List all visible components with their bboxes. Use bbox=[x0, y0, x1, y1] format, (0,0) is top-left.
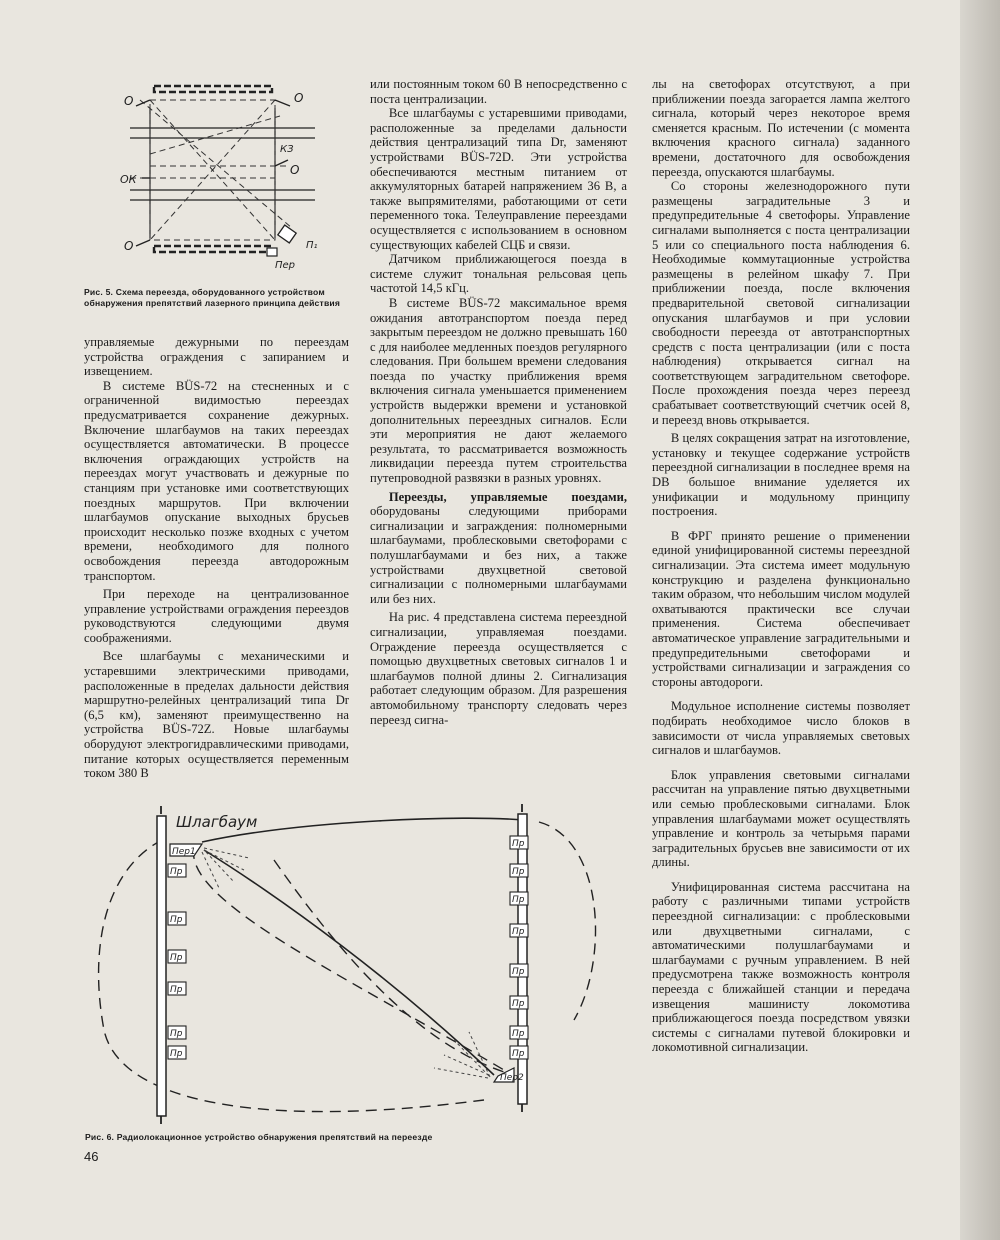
fig6-label-shlagbaum: Шлагбаум bbox=[176, 813, 258, 831]
fig5-label-o-top-left: О bbox=[124, 94, 134, 108]
col2-paragraph: Датчиком приближающегося поезда в системе служит тональная рельсовая цепь частотой 14,5 кГц. bbox=[370, 252, 627, 296]
fig5-label-kz: КЗ bbox=[280, 144, 294, 155]
figure-6-diagram bbox=[84, 800, 624, 1125]
col3-paragraph: Блок управления световыми сигналами рассчитан на управление пятью двухцветными или семью проблесковыми сигналами. Блок управления шлагбаумами может осуществлять управление и контроль за четырьмя парами заградительных брусьев вне зависимости от их длины. bbox=[652, 767, 910, 870]
col3-paragraph: Со стороны железнодорожного пути размещены заградительные 3 и предупредительные 4 светофоры. Управление сигналами выполняется с поста централизации 5 или со специального поста наблюдения 6. Необходимые коммутационные устройства размещены в релейном шкафу 7. При приближении поезда, после включения предварительной световой сигнализации опускания шлагбаумов и при условии свободности переезда от автотранспортных средств с поста централизации (или с поста наблюдения) открывается сигнал на соответствующем заградительном светофоре. После прохождения поезда через переезд срабатывает соответствующий счетчик осей 8, и переезд вновь открывается. bbox=[652, 179, 910, 427]
page-edge-shadow bbox=[960, 0, 1000, 1240]
col3-paragraph: Модульное исполнение системы позволяет подбирать необходимое число блоков в зависимости от числа управляемых световых сигналов и шлагбаумов. bbox=[652, 699, 910, 758]
pr-label: Пр bbox=[170, 1029, 183, 1039]
pr-label: Пр bbox=[170, 915, 183, 925]
figure-5-caption: Рис. 5. Схема переезда, оборудованного устройством обнаружения препятствий лазерного принципа действия bbox=[84, 287, 341, 308]
fig6-label-per2: Пер2 bbox=[500, 1073, 524, 1083]
col2-paragraph: В системе BÜS-72 максимальное время ожидания автотранспортом поезда перед закрытым переездом не должно превышать 160 с для наиболее медленных поездов регулярного следования. При большем времени следования поезда по участку приближения время включения сигнала уменьшается применением устройств выдержки времени и установкой дополнительных переездных сигналов. Если эти мероприятия не дают желаемого результата, то рассматривается возможность ликвидации переезда путем строительства путепроводной развязки в разных уровнях. bbox=[370, 295, 627, 486]
col3-paragraph: В целях сокращения затрат на изготовление, установку и текущее содержание устройств переездной сигнализации в последнее время на DB большое внимание уделяется их унификации и модульному принципу построения. bbox=[652, 431, 910, 519]
pr-label: Пр bbox=[170, 1049, 183, 1059]
fig5-label-per: Пер bbox=[275, 260, 296, 271]
text-column-2 bbox=[370, 77, 627, 727]
fig6-label-per1: Пер1 bbox=[172, 847, 196, 857]
figure-5-diagram bbox=[110, 78, 330, 273]
col2-paragraph: оборудованы следующими приборами сигнализации и заграждения: полномерными шлагбаумами, проблесковыми светофорами с полушлагбаумами и без них, а также устройствами двухцветной световой сигнализации с полномерными шлагбаумами или без них. bbox=[370, 504, 627, 606]
pr-label: Пр bbox=[512, 867, 525, 877]
pr-label: Пр bbox=[512, 1029, 525, 1039]
pr-label: Пр bbox=[512, 999, 525, 1009]
fig5-label-o-bottom-left: О bbox=[124, 239, 134, 253]
pr-label: Пр bbox=[170, 953, 183, 963]
col1-paragraph: В системе BÜS-72 на стесненных и с ограниченной видимостью переездах предусматривается сохранение дежурных. Включение шлагбаумов на таких переездах осуществляется автоматически. В процессе включения ограждающих устройств на переездах могут участвовать и дежурные по станциям при установке ими соответствующих поездных маршрутов. При включении шлагбаумов опускание выходных брусьев происходит несколько позже входных с учетом времени, необходимого для полного освобождения переезда автодорожным транспортом. bbox=[84, 378, 349, 583]
page-number: 46 bbox=[84, 1149, 99, 1164]
fig5-label-o-top-right: О bbox=[294, 91, 304, 105]
text-column-1 bbox=[84, 335, 349, 781]
col2-bold-heading: Переезды, управляемые поездами, bbox=[388, 489, 627, 504]
pr-label: Пр bbox=[170, 867, 183, 877]
col3-paragraph: В ФРГ принято решение о применении единой унифицированной системы переездной сигнализации. Эта система имеет модульную конструкцию и разделена функционально таким образом, что небольшим числом модулей охватываются практически все случаи применения. Система обеспечивает автоматическое управление заградительными и предупредительными светофорами и устройствами сигнализации и заграждения со стороны автодороги. bbox=[652, 528, 910, 689]
col3-paragraph: лы на светофорах отсутствуют, а при приближении поезда загорается лампа желтого сигнала, который через некоторое время сменяется красным. По истечении (с момента включения красного сигнала) заданного времени, достаточного для освобождения переезда, опускаются шлагбаумы. bbox=[652, 77, 910, 179]
col2-paragraph: или постоянным током 60 В непосредственно с поста централизации. bbox=[370, 77, 627, 106]
col3-paragraph: Унифицированная система рассчитана на работу с различными типами устройств переездной сигнализации: с проблесковыми или двухцветными сигналами, с автоматическими полушлагбаумами и шлагбаумами с ручным управлением. В ней предусмотрена также возможность контроля переезда с ближайшей станции и передача извещения машинисту локомотива приближающегося поезда посредством увязки системы с сигналами путевой блокировки и локомотивной сигнализации. bbox=[652, 879, 910, 1055]
pr-label: Пр bbox=[512, 967, 525, 977]
col1-paragraph: управляемые дежурными по переездам устройства ограждения с запиранием и извещением. bbox=[84, 335, 349, 379]
col1-paragraph: Все шлагбаумы с механическими и устаревшими электрическими приводами, расположенные в пределах дальности действия маршрутно-релейных централизаций типа Dr (6,5 км), заменяют преимущественно на устройства BÜS-72Z. Новые шлагбаумы оборудуют электрогидравлическими приводами, питание которых осуществляется переменным током 380 В bbox=[84, 649, 349, 781]
fig5-label-ok: ОК bbox=[120, 173, 137, 186]
pr-label: Пр bbox=[512, 1049, 525, 1059]
text-column-3 bbox=[652, 77, 910, 1055]
fig5-label-o-right: О bbox=[290, 163, 300, 177]
figure-6-caption: Рис. 6. Радиолокационное устройство обнаружения препятствий на переезде bbox=[85, 1132, 433, 1142]
pr-label: Пр bbox=[512, 927, 525, 937]
pr-label: Пр bbox=[512, 839, 525, 849]
col2-paragraph: На рис. 4 представлена система переездной сигнализации, управляемая поездами. Ограждение переезда осуществляется с помощью двухцветных световых сигналов 1 и шлагбаумов полной длины 2. Сигнализация работает следующим образом. Для разрешения автомобильному транспорту следовать через переезд сигна- bbox=[370, 610, 627, 727]
pr-label: Пр bbox=[512, 895, 525, 905]
pr-label: Пр bbox=[170, 985, 183, 995]
fig5-label-p1: П₁ bbox=[306, 240, 318, 251]
col2-paragraph: Все шлагбаумы с устаревшими приводами, расположенные за пределами дальности действия централизаций типа Dr, заменяют устройствами BÜS-72D. Эти устройства обеспечиваются местным питанием от аккумуляторных батарей напряжением 36 В, а также выпрямителями, работающими от сети переменного тока. Телеуправление переездами осуществляется с использованием в основном существующих кабелей СЦБ и связи. bbox=[370, 106, 627, 252]
col1-paragraph: При переходе на централизованное управление устройствами ограждения переездов руководствуются следующими двумя соображениями. bbox=[84, 587, 349, 645]
